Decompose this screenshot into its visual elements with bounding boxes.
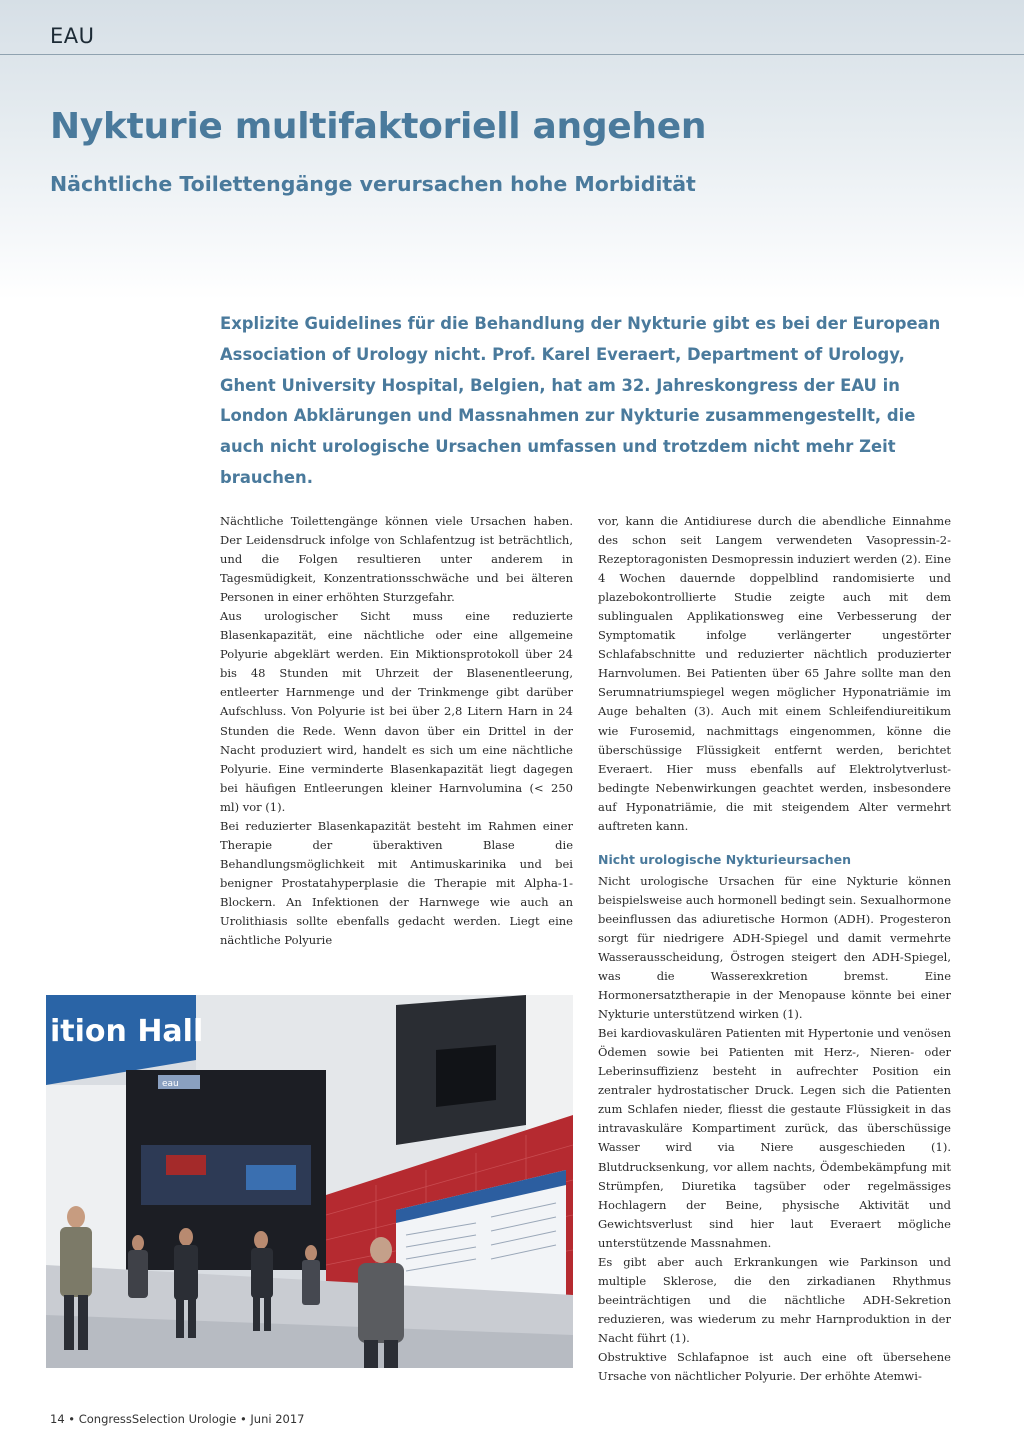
paragraph: Bei kardiovaskulären Patienten mit Hypertonie und venösen Ödemen sowie bei Patienten mit Herz-, Nieren- oder Leberinsuffizienz besteht in aufrechter Position ein zentraler hydrostatischer Druck. Legen sich die Patienten zum Schlafen nieder, fliesst die gestaute Flüssigkeit in das intravaskuläre Kompartiment zurück, das überschüssige Wasser wird via Niere ausgeschieden (1). Blutdrucksenkung, vor allem nachts, Ödembekämpfung mit Strümpfen, Diuretika tagsüber oder regelmässiges Hochlagern der Beine, physische Aktivität und Gewichtsverlust sind hier laut Everaert mögliche unterstützende Massnahmen. xyxy=(598,1026,951,1250)
page-footer: 14 • CongressSelection Urologie • Juni 2017 xyxy=(50,1412,305,1426)
paragraph: Nächtliche Toilettengänge können viele Ursachen haben. Der Leidensdruck infolge von Schlafentzug ist beträchtlich, und die Folgen resultieren unter anderem in Tagesmüdigkeit, Konzentrationsschwäche und bei älteren Personen in einer erhöhten Sturzgefahr. xyxy=(220,514,573,605)
body-column-right xyxy=(598,512,951,1386)
article-subtitle: Nächtliche Toilettengänge verursachen hohe Morbidität xyxy=(50,172,696,196)
paragraph: Nicht urologische Ursachen für eine Nykturie können beispielsweise auch hormonell bedingt sein. Sexualhormone beeinflussen das adiuretische Hormon (ADH). Progesteron sorgt für niedrigere ADH-Spiegel und damit vermehrte Wasserausscheidung, Östrogen steigert den ADH-Spiegel, was die Wasserexkretion bremst. Eine Hormonersatztherapie in der Menopause könnte bei einer Nykturie unterstützend wirken (1). xyxy=(598,873,951,1022)
logo-text: eau xyxy=(162,1079,179,1089)
paragraph: Bei reduzierter Blasenkapazität besteht im Rahmen einer Therapie der überaktiven Blase die Behandlungsmöglichkeit mit Antimuskarinika und bei benigner Prostatahyperplasie die Therapie mit Alpha-1-Blockern. An Infektionen der Harnwege wie auch an Urolithiasis sollte ebenfalls gedacht werden. Liegt eine nächtliche Polyurie xyxy=(220,818,573,948)
article-title: Nykturie multifaktoriell angehen xyxy=(50,106,707,147)
section-heading: Nicht urologische Nykturieursachen xyxy=(598,851,852,867)
photo-illustration xyxy=(46,995,573,1368)
paragraph: Aus urologischer Sicht muss eine reduzierte Blasenkapazität, eine nächtliche oder eine allgemeine Polyurie abgeklärt werden. Ein Miktionsprotokoll über 24 bis 48 Stunden mit Uhrzeit der Blasenentleerung, entleerter Harnmenge und der Trinkmenge gibt darüber Aufschluss. Von Polyurie ist bei über 2,8 Litern Harn in 24 Stunden die Rede. Wenn davon über ein Drittel in der Nacht produziert wird, handelt es sich um eine nächtliche Polyurie. Eine verminderte Blasenkapazität liegt dagegen bei häufigen Entleerungen kleiner Harnvolumina (< 250 ml) vor (1). xyxy=(220,609,573,814)
header-band xyxy=(0,0,1024,300)
header-rule xyxy=(0,54,1024,55)
lead-paragraph: Explizite Guidelines für die Behandlung der Nykturie gibt es bei der European Association of Urology nicht. Prof. Karel Everaert, Department of Urology, Ghent University Hospital, Belgien, hat am 32. Jahreskongress der EAU in London Abklärungen und Massnahmen zur Nykturie zusammengestellt, die auch nicht urologische Ursachen umfassen und trotzdem nicht mehr Zeit brauchen. xyxy=(220,314,941,487)
paragraph: Obstruktive Schlafapnoe ist auch eine oft übersehene Ursache von nächtlicher Polyurie. Der erhöhte Atemwi- xyxy=(598,1349,951,1384)
congress-hall-photo xyxy=(46,995,573,1368)
paragraph: vor, kann die Antidiurese durch die abendliche Einnahme des schon seit Langem verwendeten Vasopressin-2-Rezeptoragonisten Desmopressin induziert werden (2). Eine 4 Wochen dauernde doppelblind randomisierte und plazebokontrollierte Studie zeigte auch mit dem sublingualen Applikationsweg eine Verbesserung der Symptomatik infolge verlängerter ungestörter Schlafabschnitte und reduzierter nächtlich produzierter Harnvolumen. Bei Patienten über 65 Jahre sollte man den Serumnatriumspiegel wegen möglicher Hyponatriämie im Auge behalten (3). Auch mit einem Schleifendiureitikum wie Furosemid, nachmittags eingenommen, könne die überschüssige Flüssigkeit entfernt werden, berichtet Everaert. Hier muss ebenfalls auf Elektrolytverlust-bedingte Nebenwirkungen geachtet werden, insbesondere auf Hyponatriämie, die mit steigendem Alter vermehrt auftreten kann. xyxy=(598,514,951,833)
section-label: EAU xyxy=(50,24,95,48)
body-column-left xyxy=(220,512,573,950)
paragraph: Es gibt aber auch Erkrankungen wie Parkinson und multiple Sklerose, die den zirkadianen Rhythmus beeinträchtigen und die nächtliche ADH-Sekretion reduzieren, was wiederum zu mehr Harnproduktion in der Nacht führt (1). xyxy=(598,1254,951,1345)
banner-text: ition Hall xyxy=(50,1014,204,1049)
